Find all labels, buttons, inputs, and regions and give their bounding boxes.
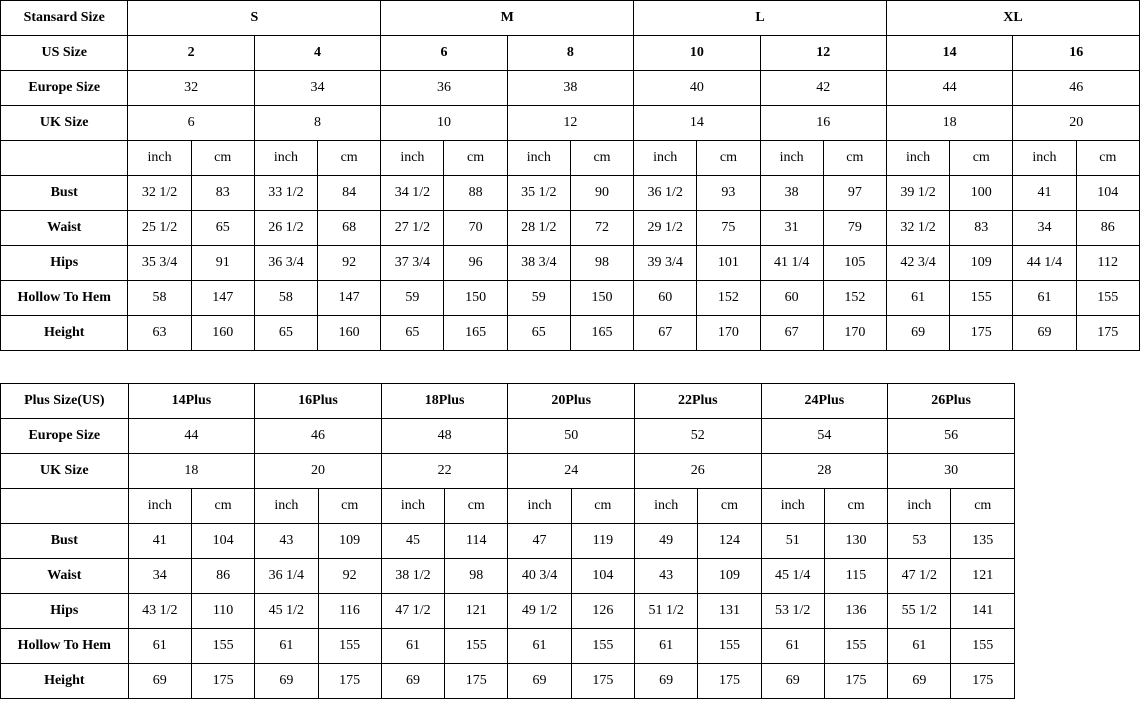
cell-height-3: 160 bbox=[318, 316, 381, 351]
cell-plus-hips-6: 49 1/2 bbox=[508, 594, 571, 629]
cell-plus-hollow-2: 61 bbox=[255, 629, 318, 664]
table-row bbox=[1, 664, 1015, 699]
cell-unit-3: cm bbox=[318, 141, 381, 176]
cell-plus-hips-4: 47 1/2 bbox=[381, 594, 444, 629]
cell-unit-14: inch bbox=[1013, 141, 1076, 176]
cell-plus-height-12: 69 bbox=[888, 664, 951, 699]
cell-plus-hips-11: 136 bbox=[824, 594, 887, 629]
cell-europe-size-1: 34 bbox=[254, 71, 380, 106]
cell-hips-11: 105 bbox=[823, 246, 886, 281]
cell-europe-size-4: 40 bbox=[634, 71, 760, 106]
cell-uk-size-1: 8 bbox=[254, 106, 380, 141]
cell-hips-3: 92 bbox=[318, 246, 381, 281]
cell-unit-8: inch bbox=[634, 141, 697, 176]
cell-height-1: 160 bbox=[191, 316, 254, 351]
cell-plus-bust-11: 130 bbox=[824, 524, 887, 559]
row-label-plus-units bbox=[1, 489, 129, 524]
cell-plus-waist-4: 38 1/2 bbox=[381, 559, 444, 594]
cell-plus-height-11: 175 bbox=[824, 664, 887, 699]
cell-plus-bust-7: 119 bbox=[571, 524, 634, 559]
cell-hips-2: 36 3/4 bbox=[254, 246, 317, 281]
row-label-plus-hips: Hips bbox=[1, 594, 129, 629]
cell-hollow-4: 59 bbox=[381, 281, 444, 316]
table-row bbox=[1, 246, 1140, 281]
cell-plus-bust-5: 114 bbox=[445, 524, 508, 559]
cell-europe-size-5: 42 bbox=[760, 71, 886, 106]
cell-plus-hips-1: 110 bbox=[191, 594, 254, 629]
cell-waist-1: 65 bbox=[191, 211, 254, 246]
cell-plus-hollow-0: 61 bbox=[128, 629, 191, 664]
cell-plus-waist-9: 109 bbox=[698, 559, 761, 594]
cell-us-size-6: 14 bbox=[886, 36, 1012, 71]
cell-waist-11: 79 bbox=[823, 211, 886, 246]
table-row-us-size bbox=[1, 36, 1140, 71]
cell-height-0: 63 bbox=[128, 316, 191, 351]
cell-plus-height-5: 175 bbox=[445, 664, 508, 699]
cell-plus-waist-1: 86 bbox=[191, 559, 254, 594]
cell-plus-hollow-1: 155 bbox=[191, 629, 254, 664]
cell-plus-hips-13: 141 bbox=[951, 594, 1015, 629]
cell-us-size-1: 4 bbox=[254, 36, 380, 71]
cell-europe-size-0: 32 bbox=[128, 71, 254, 106]
table-row-standard-size bbox=[1, 1, 1140, 36]
row-label-plus-waist: Waist bbox=[1, 559, 129, 594]
cell-standard-size-l: L bbox=[634, 1, 887, 36]
table-row bbox=[1, 594, 1015, 629]
cell-bust-8: 36 1/2 bbox=[634, 176, 697, 211]
cell-plus-height-2: 69 bbox=[255, 664, 318, 699]
cell-plus-waist-7: 104 bbox=[571, 559, 634, 594]
cell-hips-15: 112 bbox=[1076, 246, 1139, 281]
cell-bust-1: 83 bbox=[191, 176, 254, 211]
cell-waist-13: 83 bbox=[950, 211, 1013, 246]
cell-plus-hips-9: 131 bbox=[698, 594, 761, 629]
cell-bust-2: 33 1/2 bbox=[254, 176, 317, 211]
cell-plus-bust-3: 109 bbox=[318, 524, 381, 559]
table-row-plus-size bbox=[1, 384, 1015, 419]
cell-uk-size-2: 10 bbox=[381, 106, 507, 141]
cell-hips-4: 37 3/4 bbox=[381, 246, 444, 281]
table-row bbox=[1, 316, 1140, 351]
cell-plus-uk-4: 26 bbox=[635, 454, 762, 489]
cell-plus-height-8: 69 bbox=[635, 664, 698, 699]
cell-plus-waist-13: 121 bbox=[951, 559, 1015, 594]
table-row-europe-size bbox=[1, 71, 1140, 106]
cell-us-size-5: 12 bbox=[760, 36, 886, 71]
cell-plus-height-10: 69 bbox=[761, 664, 824, 699]
cell-plus-europe-2: 48 bbox=[381, 419, 508, 454]
cell-plus-hollow-6: 61 bbox=[508, 629, 571, 664]
cell-hollow-10: 60 bbox=[760, 281, 823, 316]
cell-hips-13: 109 bbox=[950, 246, 1013, 281]
cell-bust-4: 34 1/2 bbox=[381, 176, 444, 211]
cell-plus-bust-4: 45 bbox=[381, 524, 444, 559]
cell-hips-0: 35 3/4 bbox=[128, 246, 191, 281]
table-row-plus-europe-size bbox=[1, 419, 1015, 454]
cell-plus-hollow-9: 155 bbox=[698, 629, 761, 664]
cell-plus-bust-10: 51 bbox=[761, 524, 824, 559]
cell-plus-uk-2: 22 bbox=[381, 454, 508, 489]
cell-waist-15: 86 bbox=[1076, 211, 1139, 246]
cell-plus-unit-3: cm bbox=[318, 489, 381, 524]
cell-plus-unit-12: inch bbox=[888, 489, 951, 524]
cell-plus-hips-5: 121 bbox=[445, 594, 508, 629]
row-label-plus-uk-size: UK Size bbox=[1, 454, 129, 489]
cell-hips-5: 96 bbox=[444, 246, 507, 281]
table-row-uk-size bbox=[1, 106, 1140, 141]
cell-plus-hips-10: 53 1/2 bbox=[761, 594, 824, 629]
cell-bust-0: 32 1/2 bbox=[128, 176, 191, 211]
row-label-plus-height: Height bbox=[1, 664, 129, 699]
cell-unit-4: inch bbox=[381, 141, 444, 176]
cell-waist-2: 26 1/2 bbox=[254, 211, 317, 246]
cell-plus-uk-6: 30 bbox=[888, 454, 1015, 489]
cell-uk-size-3: 12 bbox=[507, 106, 633, 141]
cell-height-6: 65 bbox=[507, 316, 570, 351]
cell-unit-1: cm bbox=[191, 141, 254, 176]
cell-hollow-15: 155 bbox=[1076, 281, 1139, 316]
cell-hips-6: 38 3/4 bbox=[507, 246, 570, 281]
cell-hollow-5: 150 bbox=[444, 281, 507, 316]
cell-waist-3: 68 bbox=[318, 211, 381, 246]
cell-hollow-9: 152 bbox=[697, 281, 760, 316]
cell-plus-waist-11: 115 bbox=[824, 559, 887, 594]
cell-europe-size-6: 44 bbox=[886, 71, 1012, 106]
cell-unit-2: inch bbox=[254, 141, 317, 176]
cell-plus-size-3: 20Plus bbox=[508, 384, 635, 419]
row-label-plus-hollow-to-hem: Hollow To Hem bbox=[1, 629, 129, 664]
cell-plus-hollow-8: 61 bbox=[635, 629, 698, 664]
cell-bust-9: 93 bbox=[697, 176, 760, 211]
cell-plus-height-6: 69 bbox=[508, 664, 571, 699]
cell-plus-uk-1: 20 bbox=[255, 454, 382, 489]
table-row bbox=[1, 524, 1015, 559]
cell-us-size-7: 16 bbox=[1013, 36, 1140, 71]
cell-plus-bust-6: 47 bbox=[508, 524, 571, 559]
cell-height-13: 175 bbox=[950, 316, 1013, 351]
row-label-hollow-to-hem: Hollow To Hem bbox=[1, 281, 128, 316]
cell-plus-size-4: 22Plus bbox=[635, 384, 762, 419]
cell-waist-14: 34 bbox=[1013, 211, 1076, 246]
cell-europe-size-3: 38 bbox=[507, 71, 633, 106]
cell-height-11: 170 bbox=[823, 316, 886, 351]
cell-plus-waist-0: 34 bbox=[128, 559, 191, 594]
table-separator bbox=[0, 353, 1140, 383]
cell-plus-height-9: 175 bbox=[698, 664, 761, 699]
cell-hollow-11: 152 bbox=[823, 281, 886, 316]
row-label-us-size: US Size bbox=[1, 36, 128, 71]
cell-standard-size-m: M bbox=[381, 1, 634, 36]
cell-hips-1: 91 bbox=[191, 246, 254, 281]
cell-plus-hollow-10: 61 bbox=[761, 629, 824, 664]
cell-plus-unit-11: cm bbox=[824, 489, 887, 524]
cell-bust-15: 104 bbox=[1076, 176, 1139, 211]
cell-hollow-6: 59 bbox=[507, 281, 570, 316]
cell-hollow-0: 58 bbox=[128, 281, 191, 316]
cell-plus-size-0: 14Plus bbox=[128, 384, 255, 419]
cell-plus-height-7: 175 bbox=[571, 664, 634, 699]
cell-uk-size-0: 6 bbox=[128, 106, 254, 141]
cell-hollow-7: 150 bbox=[570, 281, 633, 316]
cell-plus-size-2: 18Plus bbox=[381, 384, 508, 419]
cell-height-7: 165 bbox=[570, 316, 633, 351]
cell-plus-hips-3: 116 bbox=[318, 594, 381, 629]
cell-waist-7: 72 bbox=[570, 211, 633, 246]
row-label-hips: Hips bbox=[1, 246, 128, 281]
cell-bust-5: 88 bbox=[444, 176, 507, 211]
cell-plus-unit-1: cm bbox=[191, 489, 254, 524]
cell-plus-unit-10: inch bbox=[761, 489, 824, 524]
cell-hips-8: 39 3/4 bbox=[634, 246, 697, 281]
cell-plus-europe-0: 44 bbox=[128, 419, 255, 454]
cell-plus-waist-12: 47 1/2 bbox=[888, 559, 951, 594]
cell-waist-6: 28 1/2 bbox=[507, 211, 570, 246]
cell-uk-size-6: 18 bbox=[886, 106, 1012, 141]
cell-uk-size-4: 14 bbox=[634, 106, 760, 141]
cell-hollow-13: 155 bbox=[950, 281, 1013, 316]
table-row bbox=[1, 559, 1015, 594]
table-row bbox=[1, 629, 1015, 664]
cell-uk-size-7: 20 bbox=[1013, 106, 1140, 141]
row-label-plus-bust: Bust bbox=[1, 524, 129, 559]
cell-plus-uk-0: 18 bbox=[128, 454, 255, 489]
cell-hollow-2: 58 bbox=[254, 281, 317, 316]
cell-plus-europe-6: 56 bbox=[888, 419, 1015, 454]
cell-bust-10: 38 bbox=[760, 176, 823, 211]
cell-plus-hollow-11: 155 bbox=[824, 629, 887, 664]
cell-height-2: 65 bbox=[254, 316, 317, 351]
cell-us-size-4: 10 bbox=[634, 36, 760, 71]
cell-unit-9: cm bbox=[697, 141, 760, 176]
table-row-plus-uk-size bbox=[1, 454, 1015, 489]
cell-bust-13: 100 bbox=[950, 176, 1013, 211]
cell-height-5: 165 bbox=[444, 316, 507, 351]
cell-plus-waist-5: 98 bbox=[445, 559, 508, 594]
cell-bust-6: 35 1/2 bbox=[507, 176, 570, 211]
row-label-units bbox=[1, 141, 128, 176]
row-label-waist: Waist bbox=[1, 211, 128, 246]
row-label-plus-europe-size: Europe Size bbox=[1, 419, 129, 454]
table-row bbox=[1, 281, 1140, 316]
cell-unit-6: inch bbox=[507, 141, 570, 176]
cell-plus-europe-5: 54 bbox=[761, 419, 888, 454]
cell-plus-hips-8: 51 1/2 bbox=[635, 594, 698, 629]
cell-plus-hollow-4: 61 bbox=[381, 629, 444, 664]
plus-size-table bbox=[0, 383, 1015, 699]
cell-us-size-2: 6 bbox=[381, 36, 507, 71]
cell-plus-europe-1: 46 bbox=[255, 419, 382, 454]
cell-height-4: 65 bbox=[381, 316, 444, 351]
cell-bust-12: 39 1/2 bbox=[886, 176, 949, 211]
cell-hollow-12: 61 bbox=[886, 281, 949, 316]
cell-height-10: 67 bbox=[760, 316, 823, 351]
cell-plus-hollow-3: 155 bbox=[318, 629, 381, 664]
cell-uk-size-5: 16 bbox=[760, 106, 886, 141]
cell-plus-unit-8: inch bbox=[635, 489, 698, 524]
cell-hollow-8: 60 bbox=[634, 281, 697, 316]
cell-plus-bust-12: 53 bbox=[888, 524, 951, 559]
cell-unit-10: inch bbox=[760, 141, 823, 176]
table-row bbox=[1, 176, 1140, 211]
cell-plus-unit-6: inch bbox=[508, 489, 571, 524]
cell-hollow-3: 147 bbox=[318, 281, 381, 316]
cell-standard-size-s: S bbox=[128, 1, 381, 36]
cell-unit-12: inch bbox=[886, 141, 949, 176]
cell-plus-bust-0: 41 bbox=[128, 524, 191, 559]
cell-height-9: 170 bbox=[697, 316, 760, 351]
row-label-europe-size: Europe Size bbox=[1, 71, 128, 106]
cell-hips-10: 41 1/4 bbox=[760, 246, 823, 281]
cell-plus-size-1: 16Plus bbox=[255, 384, 382, 419]
cell-hips-14: 44 1/4 bbox=[1013, 246, 1076, 281]
cell-unit-0: inch bbox=[128, 141, 191, 176]
cell-plus-hollow-5: 155 bbox=[445, 629, 508, 664]
cell-plus-unit-2: inch bbox=[255, 489, 318, 524]
cell-plus-uk-3: 24 bbox=[508, 454, 635, 489]
cell-plus-hollow-7: 155 bbox=[571, 629, 634, 664]
cell-plus-unit-9: cm bbox=[698, 489, 761, 524]
cell-plus-europe-3: 50 bbox=[508, 419, 635, 454]
cell-plus-unit-13: cm bbox=[951, 489, 1015, 524]
row-label-plus-size: Plus Size(US) bbox=[1, 384, 129, 419]
cell-plus-hips-0: 43 1/2 bbox=[128, 594, 191, 629]
cell-plus-hips-7: 126 bbox=[571, 594, 634, 629]
cell-height-15: 175 bbox=[1076, 316, 1139, 351]
cell-waist-12: 32 1/2 bbox=[886, 211, 949, 246]
cell-hips-9: 101 bbox=[697, 246, 760, 281]
cell-hollow-14: 61 bbox=[1013, 281, 1076, 316]
cell-plus-hollow-13: 155 bbox=[951, 629, 1015, 664]
cell-unit-7: cm bbox=[570, 141, 633, 176]
table-row bbox=[1, 211, 1140, 246]
cell-plus-europe-4: 52 bbox=[635, 419, 762, 454]
cell-plus-height-0: 69 bbox=[128, 664, 191, 699]
cell-plus-unit-5: cm bbox=[445, 489, 508, 524]
cell-plus-waist-3: 92 bbox=[318, 559, 381, 594]
cell-plus-waist-8: 43 bbox=[635, 559, 698, 594]
cell-hollow-1: 147 bbox=[191, 281, 254, 316]
cell-plus-height-13: 175 bbox=[951, 664, 1015, 699]
cell-height-12: 69 bbox=[886, 316, 949, 351]
cell-plus-unit-7: cm bbox=[571, 489, 634, 524]
cell-plus-waist-10: 45 1/4 bbox=[761, 559, 824, 594]
cell-height-14: 69 bbox=[1013, 316, 1076, 351]
cell-unit-11: cm bbox=[823, 141, 886, 176]
cell-plus-unit-4: inch bbox=[381, 489, 444, 524]
cell-bust-14: 41 bbox=[1013, 176, 1076, 211]
cell-bust-3: 84 bbox=[318, 176, 381, 211]
row-label-height: Height bbox=[1, 316, 128, 351]
cell-waist-8: 29 1/2 bbox=[634, 211, 697, 246]
cell-plus-waist-6: 40 3/4 bbox=[508, 559, 571, 594]
cell-height-8: 67 bbox=[634, 316, 697, 351]
cell-standard-size-xl: XL bbox=[886, 1, 1139, 36]
cell-plus-hollow-12: 61 bbox=[888, 629, 951, 664]
cell-us-size-0: 2 bbox=[128, 36, 254, 71]
cell-europe-size-2: 36 bbox=[381, 71, 507, 106]
cell-plus-size-5: 24Plus bbox=[761, 384, 888, 419]
cell-europe-size-7: 46 bbox=[1013, 71, 1140, 106]
cell-plus-uk-5: 28 bbox=[761, 454, 888, 489]
cell-waist-5: 70 bbox=[444, 211, 507, 246]
cell-plus-height-1: 175 bbox=[191, 664, 254, 699]
row-label-standard-size: Stansard Size bbox=[1, 1, 128, 36]
cell-plus-waist-2: 36 1/4 bbox=[255, 559, 318, 594]
table-row-units bbox=[1, 141, 1140, 176]
cell-waist-9: 75 bbox=[697, 211, 760, 246]
cell-plus-unit-0: inch bbox=[128, 489, 191, 524]
table-row-plus-units bbox=[1, 489, 1015, 524]
cell-plus-bust-9: 124 bbox=[698, 524, 761, 559]
cell-plus-hips-2: 45 1/2 bbox=[255, 594, 318, 629]
cell-hips-7: 98 bbox=[570, 246, 633, 281]
cell-plus-bust-2: 43 bbox=[255, 524, 318, 559]
row-label-bust: Bust bbox=[1, 176, 128, 211]
row-label-uk-size: UK Size bbox=[1, 106, 128, 141]
cell-unit-15: cm bbox=[1076, 141, 1139, 176]
cell-waist-10: 31 bbox=[760, 211, 823, 246]
cell-unit-5: cm bbox=[444, 141, 507, 176]
cell-bust-7: 90 bbox=[570, 176, 633, 211]
cell-plus-height-4: 69 bbox=[381, 664, 444, 699]
cell-us-size-3: 8 bbox=[507, 36, 633, 71]
cell-waist-4: 27 1/2 bbox=[381, 211, 444, 246]
cell-plus-bust-13: 135 bbox=[951, 524, 1015, 559]
cell-unit-13: cm bbox=[950, 141, 1013, 176]
cell-bust-11: 97 bbox=[823, 176, 886, 211]
cell-plus-bust-1: 104 bbox=[191, 524, 254, 559]
cell-plus-bust-8: 49 bbox=[635, 524, 698, 559]
cell-plus-height-3: 175 bbox=[318, 664, 381, 699]
cell-hips-12: 42 3/4 bbox=[886, 246, 949, 281]
cell-waist-0: 25 1/2 bbox=[128, 211, 191, 246]
cell-plus-hips-12: 55 1/2 bbox=[888, 594, 951, 629]
cell-plus-size-6: 26Plus bbox=[888, 384, 1015, 419]
